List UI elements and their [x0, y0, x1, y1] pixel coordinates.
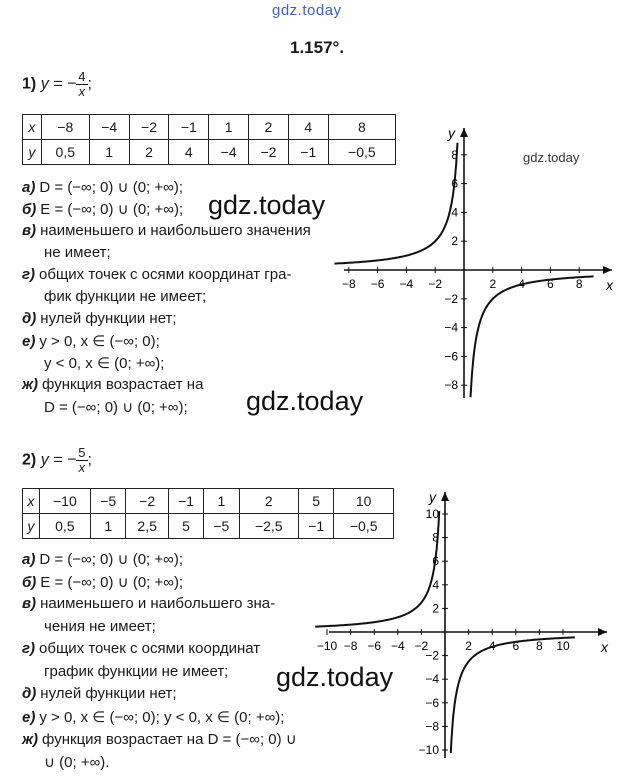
table-cell: −1 — [288, 140, 328, 165]
y-tick-label: 10 — [425, 507, 439, 521]
x-tick-label: 4 — [518, 277, 525, 291]
x-tick-label: −8 — [343, 639, 358, 653]
property-text: y > 0, x ∈ (−∞; 0); — [39, 333, 160, 350]
table-cell: −4 — [209, 140, 249, 165]
property-line — [22, 573, 183, 591]
top-watermark: gdz.today — [272, 2, 342, 19]
property-line — [44, 288, 206, 305]
table-cell: −2 — [126, 489, 169, 514]
watermark: gdz.today — [276, 662, 394, 692]
property-line — [44, 618, 156, 635]
table-cell: −10 — [39, 489, 90, 514]
y-tick-label: −6 — [444, 349, 458, 364]
table-cell: −2,5 — [239, 514, 299, 539]
table-cell: 4 — [288, 115, 328, 140]
property-line — [22, 708, 284, 726]
property-letter: в) — [22, 222, 37, 239]
property-letter: ж) — [22, 731, 39, 748]
table-cell: 5 — [168, 514, 203, 539]
property-line — [22, 730, 297, 748]
part1-formula-lhs: y = − — [40, 75, 77, 93]
watermark: gdz.today — [208, 190, 326, 220]
y-axis-arrow — [441, 492, 449, 501]
table-cell: −0,5 — [334, 514, 394, 539]
table-cell: 1 — [204, 489, 239, 514]
curve-branch-right — [451, 637, 575, 753]
x-axis-arrow — [598, 628, 607, 636]
x-tick-label: 8 — [536, 639, 543, 653]
y-tick-label: 8 — [432, 530, 439, 545]
y-tick-label: 6 — [451, 176, 458, 191]
property-letter: д) — [22, 685, 37, 702]
property-text: D = (−∞; 0) ∪ (0; +∞); — [39, 551, 183, 568]
table-cell: −0,5 — [328, 140, 395, 165]
property-line — [22, 310, 177, 327]
property-line — [22, 595, 275, 612]
x-tick-label: −10 — [316, 639, 338, 653]
table-cell: 2 — [239, 489, 299, 514]
part2-denominator: x — [78, 460, 86, 475]
table-cell: 0,5 — [39, 514, 90, 539]
x-tick-label: −4 — [390, 639, 405, 653]
property-text: D = (−∞; 0) ∪ (0; +∞); — [44, 399, 188, 416]
property-letter: б) — [22, 573, 37, 591]
table-cell: 10 — [334, 489, 394, 514]
x-tick-label: −4 — [399, 277, 414, 291]
property-text: нулей функции нет; — [40, 310, 177, 327]
property-text: наименьшего и наибольшего зна- — [40, 595, 276, 612]
table-cell: 1 — [89, 140, 129, 165]
y-tick-label: 2 — [451, 234, 458, 249]
property-letter: а) — [22, 179, 36, 196]
property-text: график функции не имеет; — [44, 662, 229, 680]
property-letter: д) — [22, 310, 37, 327]
x-tick-label: 10 — [556, 639, 570, 653]
property-text: чения не имеет; — [44, 617, 156, 635]
property-line — [22, 200, 183, 218]
property-text: наименьшего и наибольшего значения — [40, 222, 311, 239]
y-tick-label: −2 — [425, 648, 439, 663]
table-cell: 1 — [91, 514, 126, 539]
property-text: D = (−∞; 0) ∪ (0; +∞); — [39, 179, 183, 196]
table-cell: 1 — [209, 115, 249, 140]
property-letter: а) — [22, 551, 36, 568]
property-letter: г) — [22, 266, 36, 283]
curve-branch-left — [315, 511, 439, 626]
table-header-cell: x — [23, 489, 40, 514]
y-axis-label: y — [448, 125, 455, 141]
property-letter: е) — [22, 333, 36, 350]
property-line — [22, 332, 160, 350]
x-axis-label: x — [606, 277, 613, 293]
property-line — [22, 178, 183, 196]
y-tick-label: −10 — [418, 743, 439, 757]
part1-fraction — [76, 70, 87, 99]
x-tick-label: −6 — [367, 639, 382, 653]
watermark-small: gdz.today — [523, 150, 580, 165]
y-tick-label: 8 — [451, 147, 458, 162]
x-axis-label: x — [601, 639, 608, 655]
y-tick-label: −4 — [444, 320, 458, 335]
table-header-cell: y — [23, 514, 40, 539]
part1-denominator: x — [78, 84, 86, 99]
x-tick-label: −8 — [341, 277, 356, 291]
x-tick-label: −2 — [414, 639, 429, 653]
table-cell: 5 — [299, 489, 334, 514]
property-line — [22, 222, 311, 239]
y-tick-label: 4 — [432, 577, 439, 592]
y-tick-label: 2 — [432, 601, 439, 616]
property-text: E = (−∞; 0) ∪ (0; +∞); — [40, 201, 184, 218]
property-letter: г) — [22, 640, 36, 657]
table-cell: 2 — [249, 115, 289, 140]
x-tick-label: 8 — [575, 277, 583, 291]
y-tick-label: −4 — [425, 672, 439, 687]
property-letter: б) — [22, 201, 37, 218]
curve-branch-right — [471, 276, 594, 397]
table-cell: −2 — [249, 140, 289, 165]
part2-fraction — [76, 446, 87, 475]
part2-formula-lhs: y = − — [40, 451, 77, 469]
property-line — [44, 354, 164, 372]
x-tick-label: −2 — [428, 277, 443, 291]
table-cell: 2,5 — [126, 514, 169, 539]
table-cell: −5 — [91, 489, 126, 514]
y-tick-label: −6 — [425, 695, 439, 710]
property-text: функция возрастает на D = (−∞; 0) ∪ — [42, 731, 297, 748]
property-text: общих точек с осями координат — [39, 640, 261, 657]
property-text: фик функции не имеет; — [44, 288, 207, 305]
property-line — [44, 244, 111, 261]
table-cell: −4 — [89, 115, 129, 140]
table-cell: −1 — [169, 115, 209, 140]
part1-formula-end: ; — [87, 75, 92, 93]
part2-formula — [22, 446, 92, 475]
x-tick-label: 2 — [489, 277, 497, 291]
property-letter: в) — [22, 595, 37, 612]
property-line — [44, 398, 188, 416]
table-cell: 2 — [129, 140, 169, 165]
table-cell: −8 — [41, 115, 89, 140]
property-text: y > 0, x ∈ (−∞; 0); y < 0, x ∈ (0; +∞); — [39, 708, 285, 726]
watermark: gdz.today — [246, 386, 364, 416]
x-tick-label: −6 — [370, 277, 385, 291]
property-text: не имеет; — [44, 244, 111, 261]
x-tick-label: 2 — [465, 639, 472, 653]
table-cell: 8 — [328, 115, 395, 140]
property-line — [44, 663, 228, 680]
property-line — [22, 266, 291, 283]
table-cell: −2 — [129, 115, 169, 140]
property-text: y < 0, x ∈ (0; +∞); — [44, 355, 165, 372]
y-tick-label: 6 — [432, 554, 439, 569]
y-tick-label: −8 — [425, 719, 439, 734]
property-text: нулей функции нет; — [40, 685, 177, 702]
part1-label: 1) — [22, 75, 37, 93]
x-axis-arrow — [603, 266, 612, 274]
table-header-cell: y — [23, 140, 42, 165]
table-cell: −5 — [204, 514, 239, 539]
table-header-cell: x — [23, 115, 42, 140]
exercise-number: 1.157°. — [290, 38, 345, 57]
part1-formula — [22, 70, 92, 99]
property-letter: ж) — [22, 376, 39, 393]
y-axis-arrow — [460, 128, 468, 137]
y-axis-label: y — [429, 489, 436, 505]
part2-formula-end: ; — [87, 451, 92, 469]
property-line — [22, 376, 203, 393]
y-tick-label: −8 — [444, 378, 458, 393]
table-cell: −1 — [299, 514, 334, 539]
table-cell: 4 — [169, 140, 209, 165]
property-line — [22, 640, 260, 657]
y-tick-label: 4 — [451, 205, 458, 220]
property-line — [44, 753, 109, 771]
part2-numerator: 5 — [78, 445, 86, 460]
property-letter: е) — [22, 708, 36, 726]
curve-branch-left — [334, 143, 457, 264]
property-text: E = (−∞; 0) ∪ (0; +∞); — [40, 573, 184, 591]
x-tick-label: 6 — [512, 639, 520, 653]
x-tick-label: 6 — [547, 277, 554, 291]
property-text: ∪ (0; +∞). — [44, 753, 110, 771]
property-line — [22, 550, 183, 568]
property-text: функция возрастает на — [42, 376, 204, 393]
property-text: общих точек с осями координат гра- — [39, 266, 292, 283]
table-cell: 0,5 — [41, 140, 89, 165]
x-tick-label: 4 — [488, 639, 496, 653]
part2-label: 2) — [22, 451, 37, 469]
table-cell: −1 — [168, 489, 203, 514]
y-tick-label: −2 — [444, 291, 458, 306]
property-line — [22, 685, 177, 702]
part1-numerator: 4 — [78, 69, 86, 84]
part2-graph — [316, 484, 615, 760]
